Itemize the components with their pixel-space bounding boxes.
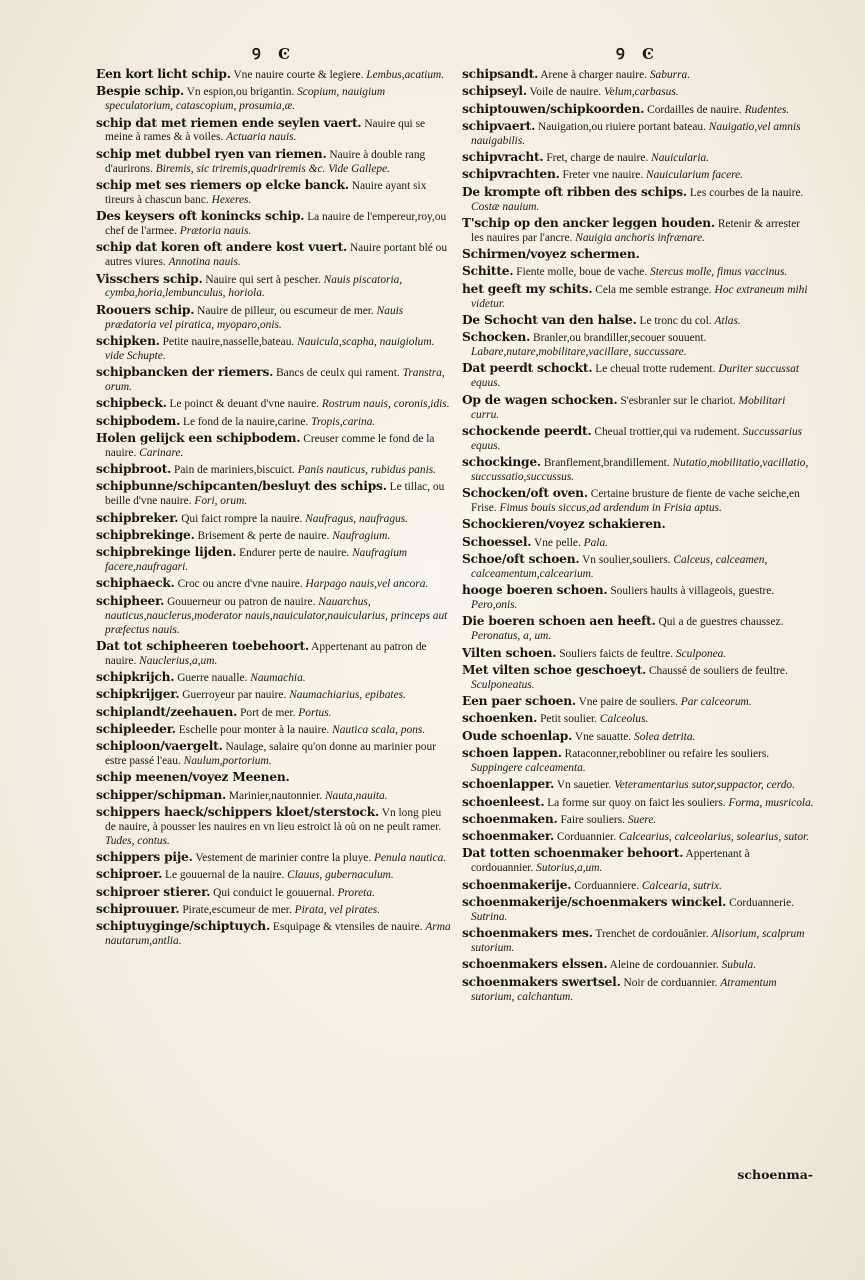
latin-gloss: Nauta,nauita. <box>324 789 388 802</box>
headword: schipkrijger. <box>96 687 180 702</box>
headword: schiplandt/zeehauen. <box>96 704 238 719</box>
latin-gloss: Atlas. <box>714 314 741 327</box>
dictionary-entry <box>96 688 452 703</box>
left-column <box>96 44 452 952</box>
dictionary-entry <box>96 671 452 686</box>
dictionary-entry <box>96 740 452 769</box>
headword: Visschers schip. <box>96 271 203 286</box>
headword: schipheer. <box>96 593 165 608</box>
headword: hooge boeren schoen. <box>462 583 608 598</box>
dictionary-entry <box>462 553 814 582</box>
french-gloss: Le tronc du col. <box>639 314 712 327</box>
headword: schockende peerdt. <box>462 423 592 438</box>
headword: schiptuyginge/schiptuych. <box>96 919 270 934</box>
latin-gloss: Mobilitari curru. <box>471 394 786 421</box>
headword: schipbrekinge lijden. <box>96 545 237 560</box>
latin-gloss: Calcearius, calceolarius, solearius, sutor. <box>618 831 810 844</box>
right-column-header: Ꝯ Ͼ <box>615 45 661 63</box>
dictionary-entry <box>462 778 814 793</box>
latin-gloss: Labare,nutare,mobilitare,vacillare, succussare. <box>471 346 687 359</box>
dictionary-entry <box>462 85 814 100</box>
headword: schipseyl. <box>462 84 527 99</box>
french-gloss: Freter vne nauire. <box>562 169 644 182</box>
french-gloss: Nauigation,ou riuiere portant bateau. <box>537 120 706 133</box>
headword: Des keysers oft konincks schip. <box>96 209 305 224</box>
dictionary-entry <box>96 68 452 83</box>
french-gloss: Vn espion,ou brigantin. <box>186 86 295 99</box>
latin-gloss: Pirata, vel pirates. <box>294 904 381 917</box>
dictionary-entry <box>96 85 452 114</box>
dictionary-entry <box>462 362 814 391</box>
dictionary-entry <box>96 529 452 544</box>
dictionary-entry <box>96 179 452 208</box>
dictionary-entry <box>462 518 814 533</box>
latin-gloss: Calcearia, sutrix. <box>641 879 722 892</box>
french-gloss: La nauire de l'empereur,roy,ou chef de l'armee. <box>105 211 447 238</box>
french-gloss: S'esbranler sur le chariot. <box>620 394 736 407</box>
headword: schoenmaken. <box>462 811 558 826</box>
latin-gloss: Proreta. <box>337 886 375 899</box>
headword: schiproer stierer. <box>96 884 211 899</box>
french-gloss: Brisement & perte de nauire. <box>197 529 330 542</box>
headword: Schoe/oft schoen. <box>462 552 580 566</box>
french-gloss: Vne pelle. <box>533 536 581 549</box>
headword: schiproer. <box>96 867 163 882</box>
french-gloss: Qui conduict le gouuernal. <box>213 886 335 899</box>
latin-gloss: Sculponeatus. <box>471 678 535 691</box>
french-gloss: Nauire à double rang d'aurirons. <box>105 148 426 175</box>
dictionary-entry <box>462 647 814 662</box>
headword: Bespie schip. <box>96 84 185 99</box>
dictionary-entry <box>462 747 814 776</box>
french-gloss: Cordailles de nauire. <box>647 103 742 116</box>
latin-gloss: Velum,carbasus. <box>603 86 679 99</box>
french-gloss: Vne sauatte. <box>574 730 632 743</box>
headword: schiprouuer. <box>96 902 180 917</box>
dictionary-entry <box>462 712 814 727</box>
headword: schipbodem. <box>96 413 181 428</box>
french-gloss: Fiente molle, boue de vache. <box>516 266 648 279</box>
headword: schockinge. <box>462 455 541 469</box>
french-gloss: Nauire portant blé ou autres viures. <box>105 242 448 269</box>
latin-gloss: Naufragus, naufragus. <box>305 512 409 525</box>
headword: schoenmakers mes. <box>462 926 593 941</box>
dictionary-entry <box>96 241 452 270</box>
french-gloss: Pain de mariniers,biscuict. <box>174 464 295 477</box>
dictionary-entry <box>462 615 814 644</box>
headword: Die boeren schoen aen heeft. <box>462 614 656 629</box>
headword: De krompte oft ribben des schips. <box>462 184 687 199</box>
latin-gloss: Annotina nauis. <box>168 256 241 269</box>
dictionary-entry <box>462 847 814 876</box>
latin-gloss: Naumachiarius, epibates. <box>289 689 406 702</box>
dictionary-entry <box>96 868 452 883</box>
headword: schip met dubbel ryen van riemen. <box>96 146 327 161</box>
french-gloss: Arene à charger nauire. <box>540 69 647 81</box>
latin-gloss: Harpago nauis,vel ancora. <box>305 578 429 591</box>
headword: Oude schoenlap. <box>462 728 573 743</box>
french-gloss: Le poinct & deuant d'vne nauire. <box>169 398 319 411</box>
headword: Dat tot schipheeren toebehoort. <box>96 638 309 653</box>
latin-gloss: Tropis,carina. <box>311 415 376 428</box>
headword: De Schocht van den halse. <box>462 312 637 327</box>
headword: Met vilten schoe geschoeyt. <box>462 662 647 677</box>
french-gloss: Nauire qui sert à pescher. <box>205 273 321 286</box>
dictionary-entry <box>462 730 814 745</box>
headword: schipbeck. <box>96 396 167 411</box>
dictionary-entry <box>96 806 452 849</box>
headword: schipbunne/schipcanten/besluyt des schips. <box>96 479 387 494</box>
french-gloss: Corduanniere. <box>574 879 640 892</box>
latin-gloss: Peronatus, a, um. <box>471 630 552 643</box>
french-gloss: Port de mer. <box>240 706 296 719</box>
dictionary-entry <box>462 168 814 183</box>
latin-gloss: Saburra. <box>649 69 691 81</box>
latin-gloss: Pala. <box>583 536 609 549</box>
latin-gloss: Biremis, sic triremis,quadriremis &c. Vide Gallepe. <box>155 162 390 175</box>
french-gloss: Souliers faicts de feultre. <box>559 647 674 660</box>
latin-gloss: Arma nautarum,antlia. <box>105 921 451 948</box>
dictionary-entry <box>96 595 452 638</box>
dictionary-entry <box>96 577 452 592</box>
dictionary-entry <box>462 394 814 423</box>
headword: Op de wagen schocken. <box>462 392 618 407</box>
left-entries-list <box>96 68 452 949</box>
dictionary-entry <box>96 771 452 786</box>
latin-gloss: Naumachia. <box>250 672 306 685</box>
latin-gloss: Nauis prædatoria vel piratica, myoparo,onis. <box>105 304 404 331</box>
latin-gloss: Panis nauticus, rubidus panis. <box>297 464 437 477</box>
latin-gloss: Naulum,portorium. <box>183 755 272 768</box>
latin-gloss: Tudes, contus. <box>105 834 170 847</box>
latin-gloss: Lembus,acatium. <box>366 69 445 81</box>
french-gloss: Aleine de cordouannier. <box>609 959 719 972</box>
latin-gloss: Rudentes. <box>744 103 790 116</box>
dictionary-entry <box>462 976 814 1005</box>
dictionary-entry <box>462 314 814 329</box>
french-gloss: Nauire qui se meine à rames & à voiles. <box>105 117 426 144</box>
french-gloss: Vn long pieu de nauire, à pousser les nauires en vn lieu estroict là où on ne peult ramer. <box>105 807 442 833</box>
latin-gloss: Par calceorum. <box>680 696 752 709</box>
dictionary-entry <box>96 117 452 146</box>
latin-gloss: Sutrina. <box>471 910 508 923</box>
latin-gloss: Fori, orum. <box>194 495 248 508</box>
dictionary-entry <box>96 432 452 461</box>
headword: Dat totten schoenmaker behoort. <box>462 846 684 861</box>
french-gloss: Vne nauire courte & legiere. <box>233 69 364 81</box>
french-gloss: Le tillac, ou beille d'vne nauire. <box>105 481 445 508</box>
french-gloss: Retenir & arrester les nauires par l'ancre. <box>471 217 801 244</box>
latin-gloss: Prætoria nauis. <box>179 225 252 238</box>
french-gloss: Guerre naualle. <box>177 672 248 685</box>
french-gloss: Creuser comme le fond de la nauire. <box>105 432 435 459</box>
latin-gloss: Fimus bouis siccus,ad ardendum in Frisia aptus. <box>499 502 722 515</box>
dictionary-entry <box>96 886 452 901</box>
dictionary-entry <box>462 283 814 312</box>
dictionary-entry <box>462 879 814 894</box>
headword: schoenmakerije. <box>462 877 572 892</box>
dictionary-entry <box>462 68 814 83</box>
latin-gloss: Calceus, calceamen, calceamentum,calcearium. <box>471 554 768 580</box>
french-gloss: Pirate,escumeur de mer. <box>182 904 292 917</box>
dictionary-entry <box>462 487 814 516</box>
french-gloss: Croc ou ancre d'vne nauire. <box>177 578 303 591</box>
latin-gloss: Solea detrita. <box>634 730 696 743</box>
latin-gloss: Stercus molle, fimus vaccinus. <box>650 266 788 279</box>
french-gloss: Eschelle pour monter à la nauire. <box>178 723 330 736</box>
french-gloss: Le gouuernal de la nauire. <box>165 869 285 882</box>
french-gloss: Le fond de la nauire,carine. <box>183 415 309 428</box>
headword: T'schip op den ancker leggen houden. <box>462 215 715 230</box>
french-gloss: Nauire ayant six tireurs à chascun banc. <box>105 179 427 206</box>
dictionary-entry <box>462 217 814 246</box>
latin-gloss: Hoc extraneum mihi videtur. <box>471 283 808 310</box>
headword: Schocken. <box>462 330 531 345</box>
dictionary-entry <box>462 695 814 710</box>
dictionary-entry <box>96 210 452 239</box>
latin-gloss: Carinare. <box>139 446 184 459</box>
dictionary-entry <box>462 456 814 485</box>
french-gloss: Guerroyeur par nauire. <box>182 689 287 702</box>
latin-gloss: Nauicularium facere. <box>646 169 744 182</box>
headword: Holen gelijck een schipbodem. <box>96 430 301 445</box>
latin-gloss: Penula nautica. <box>374 852 447 865</box>
latin-gloss: Nauarchus, nauticus,nauclerus,moderator nauis,nauiculator,nauicularius, princeps aut præfectus nauis. <box>105 595 448 636</box>
latin-gloss: Succussarius equus. <box>471 425 803 452</box>
dictionary-entry <box>462 265 814 280</box>
headword: schipbancken der riemers. <box>96 365 274 380</box>
french-gloss: Vestement de marinier contre la pluye. <box>195 852 372 865</box>
right-column <box>462 44 814 1007</box>
latin-gloss: Costæ nauium. <box>471 200 540 213</box>
headword: schipvrachten. <box>462 167 560 182</box>
headword: schipken. <box>96 333 160 348</box>
headword: Schitte. <box>462 264 514 279</box>
dictionary-entry <box>96 723 452 738</box>
dictionary-entry <box>462 830 814 845</box>
latin-gloss: Scopium, nauigium speculatorium, catascopium, prosumia,æ. <box>105 86 386 113</box>
dictionary-entry <box>462 103 814 118</box>
dictionary-entry <box>96 463 452 478</box>
french-gloss: La forme sur quoy on faict les souliers. <box>547 796 726 809</box>
headword: schipvracht. <box>462 150 544 165</box>
headword: schoenmakers swertsel. <box>462 974 621 989</box>
latin-gloss: Naufragium facere,naufragari. <box>105 547 408 574</box>
french-gloss: Cheual trottier,qui va rudement. <box>594 425 740 438</box>
dictionary-entry <box>462 796 814 811</box>
dictionary-entry <box>96 903 452 918</box>
french-gloss: Marinier,nautonnier. <box>228 789 323 802</box>
latin-gloss: Alisorium, scalprum sutorium. <box>471 928 805 954</box>
latin-gloss: Atramentum sutorium, calchantum. <box>471 976 777 1003</box>
dictionary-entry <box>462 331 814 360</box>
latin-gloss: Sculponea. <box>675 647 727 660</box>
headword: schipkrijch. <box>96 670 175 685</box>
latin-gloss: Portus. <box>298 706 332 719</box>
dictionary-entry <box>96 335 452 364</box>
french-gloss: Fret, charge de nauire. <box>546 152 649 165</box>
dictionary-entry <box>96 640 452 669</box>
french-gloss: Souliers haults à villageois, guestre. <box>610 585 775 598</box>
dictionary-entry <box>462 813 814 828</box>
french-gloss: Vn sauetier. <box>556 779 612 792</box>
dictionary-entry <box>96 397 452 412</box>
french-gloss: Bancs de ceulx qui rament. <box>276 367 400 380</box>
dictionary-entry <box>96 789 452 804</box>
latin-gloss: Clauus, gubernaculum. <box>287 869 394 882</box>
latin-gloss: Nutatio,mobilitatio,vacillatio, succussatio,succussus. <box>471 457 809 483</box>
french-gloss: Trenchet de cordouânier. <box>595 928 709 941</box>
french-gloss: Petite nauire,nasselle,bateau. <box>162 335 295 348</box>
latin-gloss: Duriter succussat equus. <box>471 363 799 390</box>
french-gloss: Petit soulier. <box>540 713 598 726</box>
latin-gloss: Suppingere calceamenta. <box>471 761 586 774</box>
headword: schoenmakers elssen. <box>462 957 608 972</box>
french-gloss: Esquipage & vtensiles de nauire. <box>272 921 423 934</box>
headword: schipvaert. <box>462 118 536 133</box>
headword: Schirmen/voyez schermen. <box>462 247 640 262</box>
dictionary-entry <box>462 664 814 693</box>
headword: schipbroot. <box>96 462 172 477</box>
french-gloss: Les courbes de la nauire. <box>689 186 804 199</box>
latin-gloss: Sutorius,a,um. <box>536 862 603 875</box>
headword: Schocken/oft oven. <box>462 486 588 501</box>
headword: schipper/schipman. <box>96 787 227 802</box>
headword: Schoessel. <box>462 534 532 549</box>
dictionary-entry <box>96 480 452 509</box>
latin-gloss: Nauicula,scapha, nauigiolum. vide Schupte. <box>105 335 435 362</box>
dictionary-entry <box>462 896 814 925</box>
french-gloss: Corduannier. <box>556 831 617 844</box>
headword: Schockieren/voyez schakieren. <box>462 517 666 532</box>
latin-gloss: Forma, musricola. <box>728 796 814 809</box>
headword: schippers pije. <box>96 850 193 865</box>
latin-gloss: Nauigia anchoris infrænare. <box>575 231 705 244</box>
latin-gloss: Veteramentarius sutor,suppactor, cerdo. <box>614 779 795 792</box>
headword: schip met ses riemers op elcke banck. <box>96 177 349 192</box>
latin-gloss: Nauclerius,a,um. <box>139 654 218 667</box>
dictionary-entry <box>96 546 452 575</box>
dictionary-entry <box>462 927 814 956</box>
headword: Een paer schoen. <box>462 694 576 709</box>
headword: Dat peerdt schockt. <box>462 361 593 376</box>
headword: schiphaeck. <box>96 576 175 591</box>
latin-gloss: Calceolus. <box>599 713 649 726</box>
headword: Vilten schoen. <box>462 645 557 660</box>
headword: schoenleest. <box>462 794 545 809</box>
french-gloss: Appertenant au patron de nauire. <box>105 640 427 667</box>
right-entries-list <box>462 68 814 1004</box>
french-gloss: Corduannerie. <box>729 896 794 909</box>
latin-gloss: Transtra, orum. <box>105 367 445 394</box>
latin-gloss: Suere. <box>627 813 657 826</box>
latin-gloss: Nautica scala, pons. <box>332 723 426 736</box>
french-gloss: Certaine brusture de fiente de vache seiche,en Frise. <box>471 488 800 515</box>
headword: schoenmakerije/schoenmakers winckel. <box>462 894 727 909</box>
french-gloss: Branler,ou brandiller,secouer souuent. <box>533 332 707 345</box>
french-gloss: Chaussé de souliers de feultre. <box>648 664 788 677</box>
french-gloss: Nauire de pilleur, ou escumeur de mer. <box>197 304 374 317</box>
dictionary-entry <box>96 851 452 866</box>
latin-gloss: Naufragium. <box>332 529 391 542</box>
headword: schipbrekinge. <box>96 527 195 542</box>
headword: het geeft my schits. <box>462 281 593 296</box>
dictionary-entry <box>462 425 814 454</box>
dictionary-entry <box>96 415 452 430</box>
french-gloss: Qui a de guestres chaussez. <box>658 616 784 629</box>
headword: schip meenen/voyez Meenen. <box>96 770 290 785</box>
latin-gloss: Actuaria nauis. <box>226 131 297 144</box>
headword: Een kort licht schip. <box>96 67 231 81</box>
latin-gloss: Nauigatio,vel amnis nauigabilis. <box>471 120 801 147</box>
french-gloss: Endurer perte de nauire. <box>239 547 350 560</box>
dictionary-entry <box>462 584 814 613</box>
headword: schipbreker. <box>96 510 179 525</box>
headword: schip dat met riemen ende seylen vaert. <box>96 115 362 130</box>
catchword: schoenma- <box>737 1167 813 1182</box>
headword: schoenmaker. <box>462 829 555 844</box>
dictionary-entry <box>462 120 814 149</box>
dictionary-entry <box>96 512 452 527</box>
latin-gloss: Nauis piscatoria, cymba,horia,lembunculus, horiola. <box>105 273 403 300</box>
french-gloss: Le cheual trotte rudement. <box>595 363 716 376</box>
headword: schoenlapper. <box>462 777 555 792</box>
french-gloss: Rataconner,rebobliner ou refaire les souliers. <box>564 748 770 760</box>
dictionary-entry <box>462 186 814 215</box>
headword: schip dat koren oft andere kost vuert. <box>96 240 348 255</box>
dictionary-entry <box>96 273 452 302</box>
headword: schiploon/vaergelt. <box>96 739 223 754</box>
latin-gloss: Subula. <box>721 959 757 972</box>
headword: schoenken. <box>462 711 538 726</box>
dictionary-entry <box>96 706 452 721</box>
headword: schipsandt. <box>462 67 539 81</box>
latin-gloss: Hexeres. <box>211 193 252 206</box>
dictionary-entry <box>462 958 814 973</box>
french-gloss: Cela me semble estrange. <box>595 283 712 296</box>
dictionary-entry <box>462 151 814 166</box>
headword: schipleeder. <box>96 721 176 736</box>
headword: Roouers schip. <box>96 302 195 317</box>
headword: schiptouwen/schipkoorden. <box>462 101 645 116</box>
french-gloss: Faire souliers. <box>560 813 625 826</box>
french-gloss: Vn soulier,souliers. <box>582 554 671 566</box>
left-column-header: Ꝯ Ͼ <box>251 45 297 63</box>
headword: schoen lappen. <box>462 746 562 760</box>
french-gloss: Branflement,brandillement. <box>543 457 670 469</box>
french-gloss: Naulage, salaire qu'on donne au marinier pour estre passé l'eau. <box>105 741 436 768</box>
french-gloss: Noir de corduannier. <box>623 976 718 989</box>
french-gloss: Voile de nauire. <box>529 86 602 99</box>
french-gloss: Qui faict rompre la nauire. <box>181 512 303 525</box>
latin-gloss: Rostrum nauis, coronis,idis. <box>321 398 450 411</box>
latin-gloss: Pero,onis. <box>471 599 518 612</box>
french-gloss: Gouuerneur ou patron de nauire. <box>167 595 316 608</box>
latin-gloss: Nauicularia. <box>651 152 710 165</box>
dictionary-entry <box>96 366 452 395</box>
french-gloss: Vne paire de souliers. <box>578 696 678 709</box>
french-gloss: Appertenant à cordouannier. <box>471 848 750 875</box>
dictionary-entry <box>96 148 452 177</box>
dictionary-entry <box>96 920 452 949</box>
headword: schippers haeck/schippers kloet/sterstock. <box>96 805 380 820</box>
dictionary-entry <box>96 304 452 333</box>
dictionary-entry <box>462 536 814 551</box>
dictionary-entry <box>462 248 814 263</box>
